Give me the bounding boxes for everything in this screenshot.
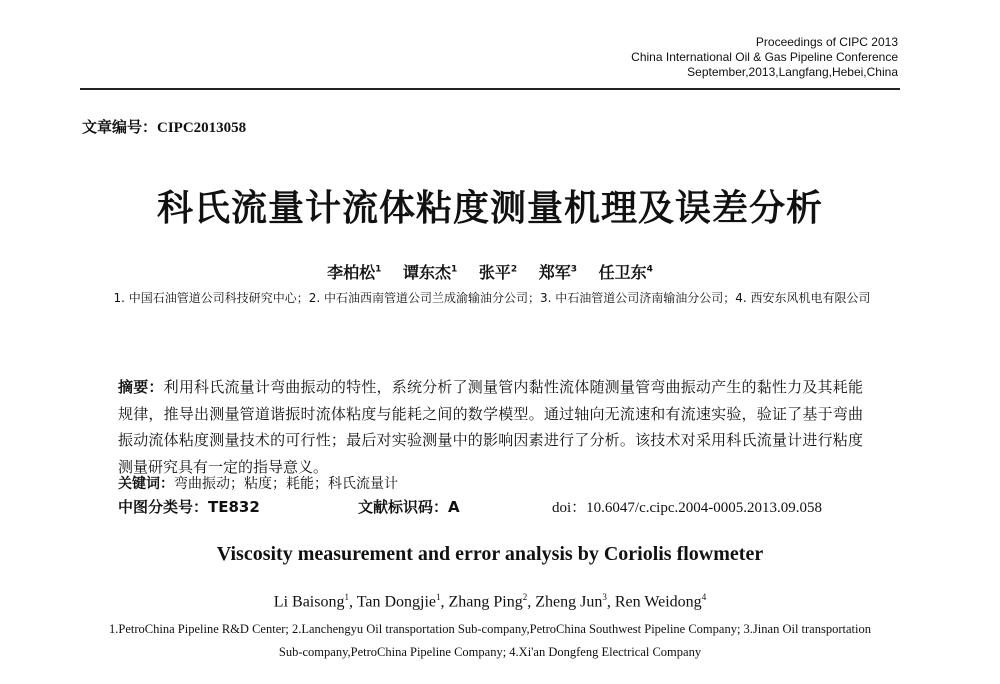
header-line-1: Proceedings of CIPC 2013 bbox=[755, 35, 898, 49]
header-rule bbox=[80, 88, 900, 90]
header-line-2: China International Oil & Gas Pipeline Conference bbox=[631, 50, 898, 64]
document-code: 文献标识码：A bbox=[358, 498, 460, 516]
keywords-text: 弯曲振动；粘度；耗能；科氏流量计 bbox=[174, 476, 398, 492]
doi: doi：10.6047/c.cipc.2004-0005.2013.09.058 bbox=[552, 500, 822, 516]
chinese-authors bbox=[0, 260, 980, 283]
chinese-abstract bbox=[118, 374, 863, 480]
author: 谭东杰$^1$ bbox=[403, 263, 458, 282]
english-title: Viscosity measurement and error analysis by Coriolis flowmeter bbox=[216, 543, 764, 565]
keywords bbox=[118, 473, 398, 493]
author: 张平$^2$ bbox=[478, 263, 518, 282]
author: 李柏松$^1$ bbox=[327, 263, 382, 282]
english-affiliations: 1.PetroChina Pipeline R&D Center; 2.Lanchengyu Oil transportation Sub-company,PetroChina Southwest Pipeline Company; 3.Jinan Oil transportation Sub-company,PetroChina Pipeline Company; 4.Xi'an Dongfeng Electrical Company bbox=[109, 622, 871, 659]
author: 任卫东$^4$ bbox=[598, 263, 653, 282]
chinese-title: 科氏流量计流体粘度测量机理及误差分析 bbox=[156, 188, 823, 229]
abstract-text: 利用科氏流量计弯曲振动的特性，系统分析了测量管内黏性流体随测量管弯曲振动产生的黏性力及其耗能规律，推导出测量管道谐振时流体粘度与能耗之间的数学模型。通过轴向无流速和有流速实验，验证了基于弯曲振动流体粘度测量技术的可行性；最后对实验测量中的影响因素进行了分析。该技术对采用科氏流量计进行粘度测量研究具有一定的指导意义。 bbox=[118, 378, 863, 476]
chinese-affiliations: 1. 中国石油管道公司科技研究中心；2. 中石油西南管道公司兰成渝输油分公司；3. 中石油管道公司济南输油分公司；4. 西安东风机电有限公司 bbox=[113, 291, 871, 305]
classification-number: 中图分类号：TE832 bbox=[118, 498, 260, 516]
english-authors: Li Baisong$^1$, Tan Dongjie$^1$, Zhang Ping$^2$, Zheng Jun$^3$, Ren Weidong$^4$ bbox=[273, 592, 707, 611]
abstract-label: 摘要： bbox=[118, 378, 164, 396]
header-line-3: September,2013,Langfang,Hebei,China bbox=[687, 65, 898, 79]
keywords-label: 关键词： bbox=[118, 476, 174, 492]
conference-header bbox=[631, 35, 898, 80]
article-number: 文章编号：CIPC2013058 bbox=[82, 120, 247, 136]
author: 郑军$^3$ bbox=[538, 263, 577, 282]
